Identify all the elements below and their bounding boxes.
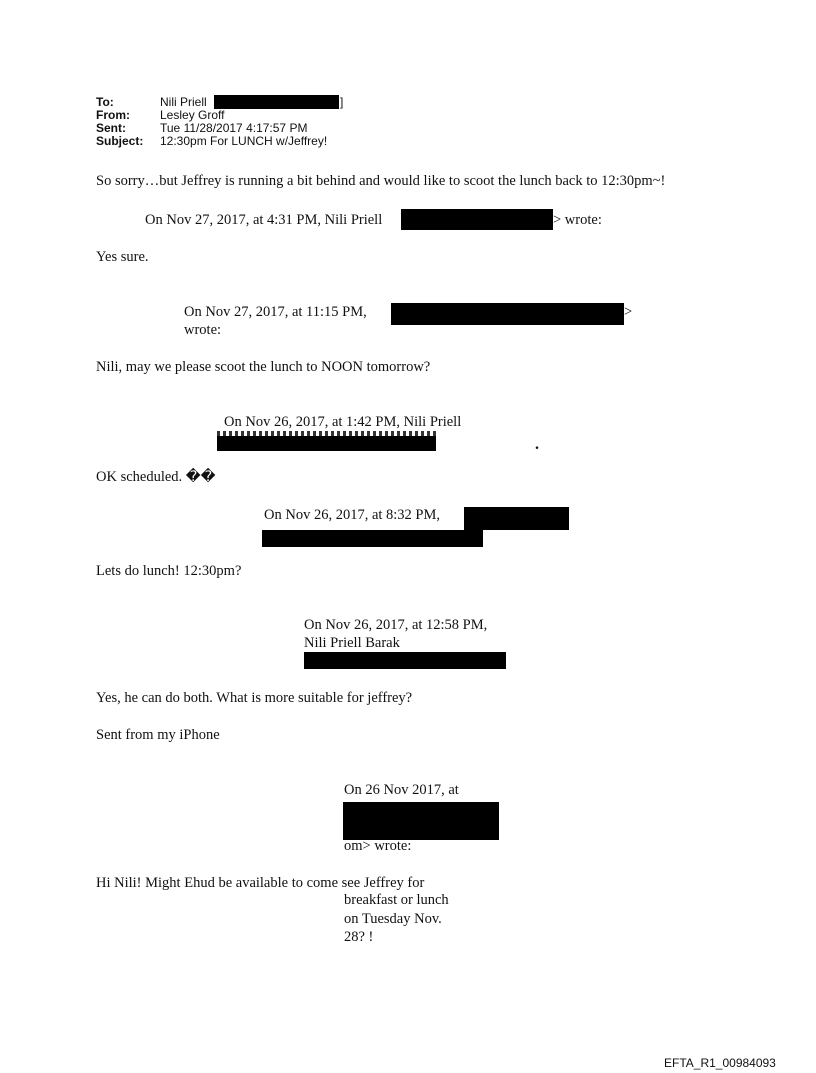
message-body-6: Yes, he can do both. What is more suitable for jeffrey? [96, 690, 413, 706]
quote-header-1: On Nov 27, 2017, at 4:31 PM, Nili Priell [145, 212, 383, 228]
redaction-quote-6-sender [343, 802, 499, 840]
message-body-2: Yes sure. [96, 249, 149, 265]
from-label: From: [96, 108, 130, 122]
message-body-7-line-1: Hi Nili! Might Ehud be available to come see Jeffrey for [96, 875, 425, 891]
redaction-quote-4-sender [464, 507, 569, 530]
redaction-quote-5-email [304, 652, 506, 669]
redaction-to-address [214, 95, 339, 109]
redaction-quote-3-email [217, 436, 436, 451]
message-body-1: So sorry…but Jeffrey is running a bit behind and would like to scoot the lunch back to 12:30pm~! [96, 173, 666, 189]
subject-label: Subject: [96, 134, 144, 148]
to-suffix: ] [340, 95, 344, 109]
quote-header-6: On 26 Nov 2017, at [344, 782, 459, 798]
to-label: To: [96, 95, 114, 109]
message-body-3: Nili, may we please scoot the lunch to NOON tomorrow? [96, 359, 431, 375]
redaction-quote-1-email [401, 209, 553, 230]
message-body-5: Lets do lunch! 12:30pm? [96, 563, 242, 579]
quote-header-6-wrote: om> wrote: [344, 838, 412, 854]
quote-header-2-wrote: wrote: [184, 322, 222, 338]
message-body-7-line-4: 28? ! [344, 929, 374, 945]
message-body-4: OK scheduled. �� [96, 469, 216, 485]
quote-header-2: On Nov 27, 2017, at 11:15 PM, [184, 304, 367, 320]
quote-header-5: On Nov 26, 2017, at 12:58 PM, [304, 617, 488, 633]
quote-header-4: On Nov 26, 2017, at 8:32 PM, [264, 507, 441, 523]
quote-header-1-suffix: > wrote: [553, 212, 602, 228]
to-value: Nili Priell [160, 95, 207, 109]
quote-header-3-period: . [535, 436, 539, 453]
message-signature-6: Sent from my iPhone [96, 727, 220, 743]
sent-value: Tue 11/28/2017 4:17:57 PM [160, 121, 308, 135]
document-id: EFTA_R1_00984093 [664, 1056, 776, 1070]
from-value: Lesley Groff [160, 108, 225, 122]
message-body-7-line-3: on Tuesday Nov. [344, 911, 442, 927]
quote-header-3: On Nov 26, 2017, at 1:42 PM, Nili Priell [224, 414, 462, 430]
message-body-7-line-2: breakfast or lunch [344, 892, 449, 908]
sent-label: Sent: [96, 121, 126, 135]
redaction-quote-4-email [262, 530, 483, 547]
quote-header-5-name: Nili Priell Barak [304, 635, 400, 651]
quote-header-2-suffix: > [624, 304, 633, 320]
subject-value: 12:30pm For LUNCH w/Jeffrey! [160, 134, 328, 148]
redaction-quote-2-sender [391, 303, 624, 325]
